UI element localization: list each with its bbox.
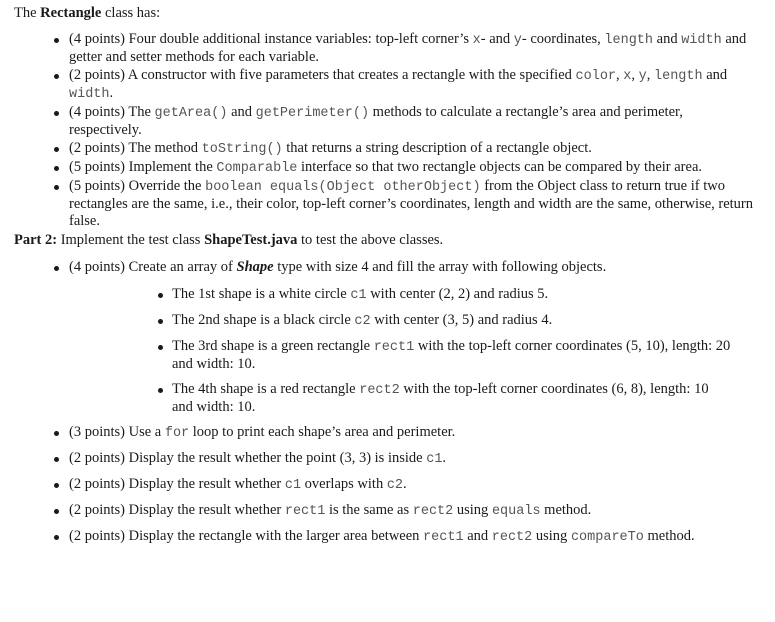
item-text: and bbox=[702, 67, 728, 83]
item-text: The 2nd shape is a black circle bbox=[172, 312, 355, 328]
list-item-shape-4 bbox=[69, 381, 753, 416]
item-text: from the Object class to return true if two rectangles are the same, i.e., their color, top-left corner’s coordinates, length and width are the same, otherwise, return false. bbox=[69, 178, 754, 229]
item-text: with the top-left corner coordinates (5, 10), length: 20 and width: 10. bbox=[172, 338, 731, 372]
item-text: method. bbox=[540, 502, 592, 518]
code-term: y bbox=[638, 69, 647, 84]
list-item-equals bbox=[14, 178, 775, 230]
code-term: rect1 bbox=[423, 530, 464, 545]
shape-objects-list bbox=[69, 286, 753, 416]
item-text: interface so that two rectangle objects can be compared by their area. bbox=[297, 159, 703, 175]
list-item-inside bbox=[14, 450, 775, 468]
item-text: (5 points) Override the bbox=[69, 178, 206, 194]
code-term: c2 bbox=[354, 314, 371, 329]
code-term: width bbox=[681, 33, 722, 48]
list-item-ivars bbox=[14, 31, 775, 66]
code-term: rect2 bbox=[359, 383, 400, 398]
item-text: - and bbox=[480, 31, 514, 47]
part2-label: Part 2: bbox=[14, 232, 58, 248]
shape-type-name: Shape bbox=[236, 259, 274, 275]
item-text: (2 points) Display the result whether bbox=[69, 476, 285, 492]
list-item-shape-2 bbox=[69, 312, 753, 330]
item-text: (2 points) A constructor with five parameters that creates a rectangle with the specified bbox=[69, 67, 576, 83]
part2-heading: Part 2: Implement the test class ShapeTest.java to test the above classes. bbox=[14, 232, 444, 248]
item-text: using bbox=[453, 502, 492, 518]
code-term: width bbox=[69, 87, 110, 102]
item-text: - coordinates, bbox=[521, 31, 605, 47]
item-text: methods to calculate a rectangle’s area and perimeter, respectively. bbox=[69, 104, 683, 138]
code-term: length bbox=[604, 33, 654, 48]
rectangle-class-name: Rectangle bbox=[40, 5, 102, 21]
item-text: with center (2, 2) and radius 5. bbox=[366, 286, 549, 302]
code-term: compareTo bbox=[570, 530, 644, 545]
code-term: rect2 bbox=[491, 530, 533, 545]
code-term: rect1 bbox=[284, 504, 326, 519]
code-term: getArea() bbox=[154, 106, 228, 121]
item-text: . bbox=[109, 85, 114, 101]
code-term: equals bbox=[491, 504, 541, 519]
code-term: color bbox=[575, 69, 617, 84]
item-text: overlaps with bbox=[301, 476, 387, 492]
list-item-same bbox=[14, 502, 775, 520]
item-text: using bbox=[532, 528, 571, 544]
rectangle-heading: The Rectangle class has: bbox=[14, 5, 161, 21]
item-text: and bbox=[653, 31, 682, 47]
test-requirements-list bbox=[14, 259, 775, 546]
test-class-file: ShapeTest.java bbox=[204, 232, 298, 248]
item-text: The 1st shape is a white circle bbox=[172, 286, 351, 302]
item-text: loop to print each shape’s area and perimeter. bbox=[189, 424, 456, 440]
item-text: and bbox=[227, 104, 256, 120]
code-term: c1 bbox=[350, 288, 367, 303]
list-item-tostring bbox=[14, 140, 775, 158]
item-text: (2 points) Display the result whether the point (3, 3) is inside bbox=[69, 450, 427, 466]
list-item-for-loop bbox=[14, 424, 775, 442]
code-term: rect2 bbox=[412, 504, 454, 519]
code-term: for bbox=[164, 426, 190, 441]
item-text: with center (3, 5) and radius 4. bbox=[370, 312, 553, 328]
item-text: . bbox=[403, 476, 407, 492]
item-text: with the top-left corner coordinates (6, 8), length: 10 and width: 10. bbox=[172, 381, 709, 415]
item-text: and bbox=[463, 528, 492, 544]
item-text: is the same as bbox=[325, 502, 413, 518]
rectangle-requirements-list bbox=[14, 31, 775, 230]
item-text: (2 points) Display the rectangle with the larger area between bbox=[69, 528, 424, 544]
item-text: (4 points) Four double additional instance variables: top-left corner’s bbox=[69, 31, 473, 47]
item-text: . bbox=[442, 450, 447, 466]
item-text: , bbox=[616, 67, 624, 83]
item-text: , bbox=[646, 67, 654, 83]
list-item-area-perimeter bbox=[14, 104, 775, 139]
item-text: (4 points) The bbox=[69, 104, 155, 120]
code-term: y bbox=[513, 33, 522, 48]
item-text: (3 points) Use a bbox=[69, 424, 165, 440]
code-term: toString() bbox=[201, 142, 283, 157]
item-text: The 3rd shape is a green rectangle bbox=[172, 338, 374, 354]
item-text: The 4th shape is a red rectangle bbox=[172, 381, 360, 397]
list-item-overlaps bbox=[14, 476, 775, 494]
item-text: (5 points) Implement the bbox=[69, 159, 217, 175]
list-item-shape-1 bbox=[69, 286, 753, 304]
list-item-shape-array: (4 points) Create an array of Shape type with size 4 and fill the array with following objects. The 1st shape is a white circle c1 with center (2, 2) and radius 5. The 2nd shape is a black circle c2 with center (3, 5) and radius 4. The 3rd shape is a green rectangle rect1 with the top-left corner coordinates (5, 10), length: 20 and width: 10. The 4th shape is a red rectangle rect2 with the top-left corner coordinates (6, 8), length: 10 and width: 10. bbox=[14, 259, 775, 416]
item-text: and getter and setter methods for each variable. bbox=[69, 31, 747, 65]
list-item-shape-3 bbox=[69, 338, 753, 373]
item-text: (2 points) Display the result whether bbox=[69, 502, 285, 518]
item-text: method. bbox=[643, 528, 695, 544]
code-term: c2 bbox=[386, 478, 404, 493]
item-text: , bbox=[631, 67, 639, 83]
code-term: x bbox=[623, 69, 632, 84]
list-item-constructor bbox=[14, 67, 775, 103]
code-term: x bbox=[472, 33, 481, 48]
code-term: length bbox=[654, 69, 703, 84]
code-term: Comparable bbox=[216, 161, 298, 176]
code-term: getPerimeter() bbox=[255, 106, 370, 121]
list-item-larger bbox=[14, 528, 775, 546]
code-term: boolean equals(Object otherObject) bbox=[205, 180, 481, 195]
code-term: c1 bbox=[284, 478, 302, 493]
code-term: rect1 bbox=[373, 340, 415, 355]
list-item-comparable bbox=[14, 159, 775, 177]
item-text: (2 points) The method bbox=[69, 140, 202, 156]
item-text: that returns a string description of a rectangle object. bbox=[282, 140, 592, 156]
code-term: c1 bbox=[426, 452, 443, 467]
